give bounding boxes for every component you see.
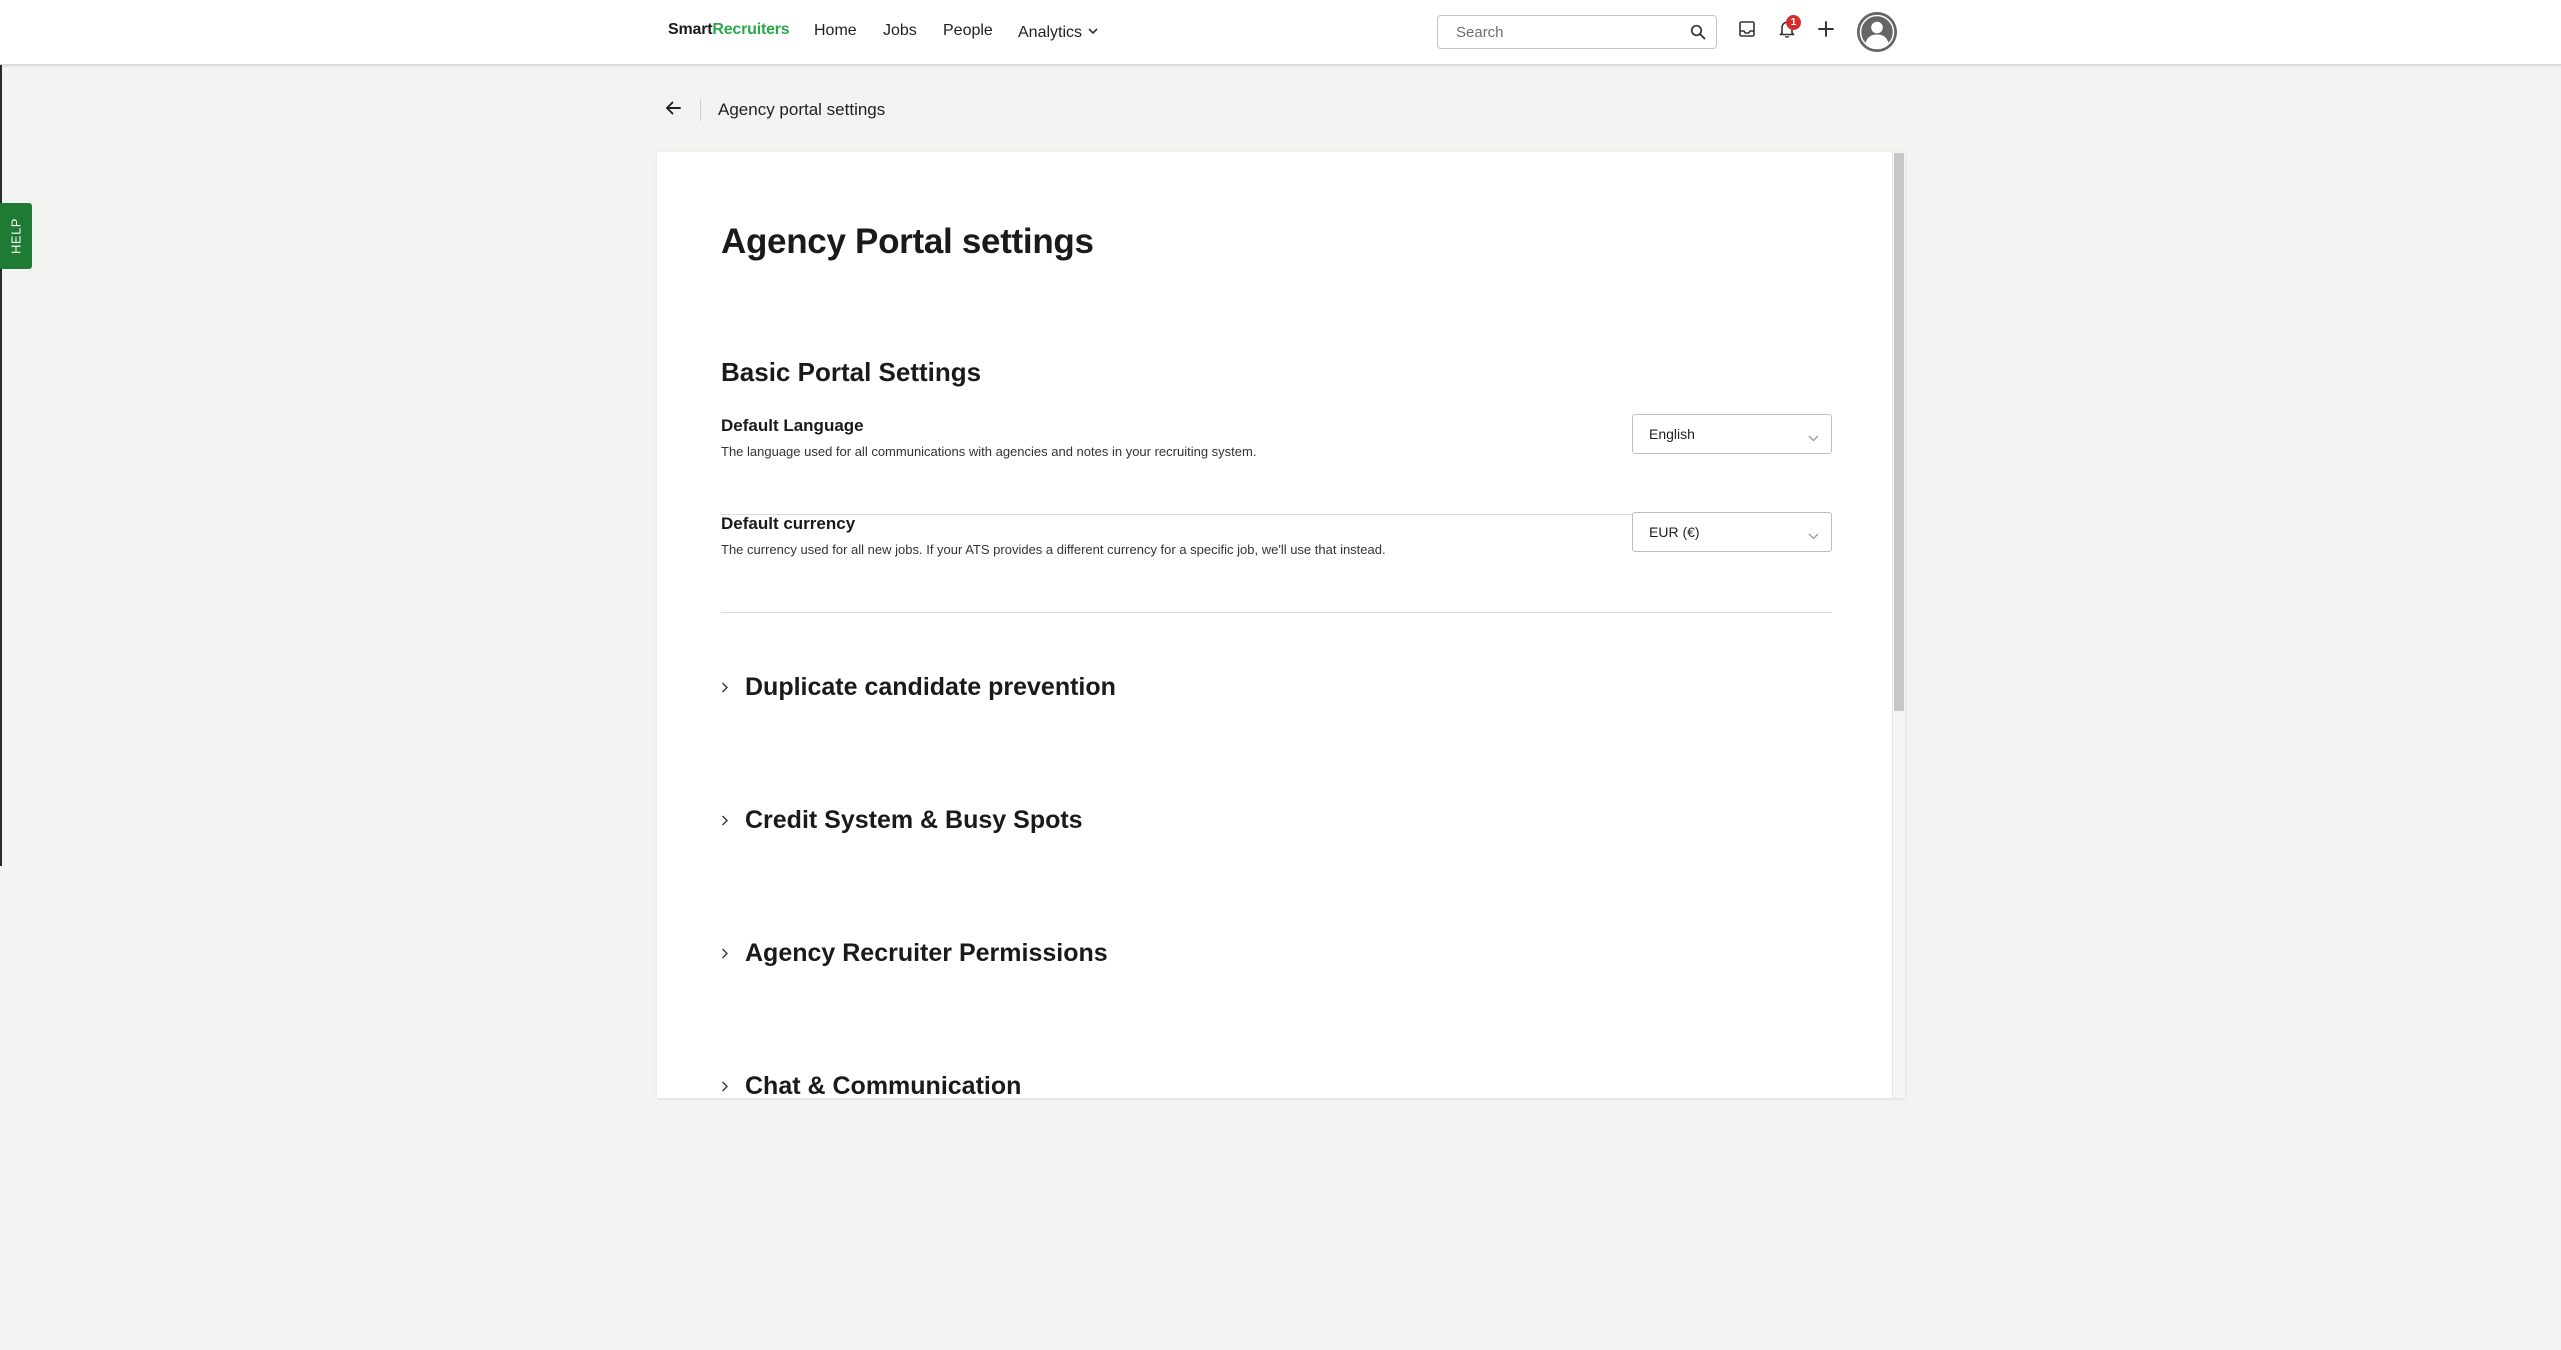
user-avatar[interactable] — [1857, 12, 1897, 52]
page-header-title: Agency portal settings — [718, 100, 886, 119]
smartrecruiters-logo[interactable] — [668, 21, 790, 39]
card-scrollbar[interactable] — [1892, 152, 1905, 1098]
search-input[interactable] — [1454, 23, 1678, 42]
nav-people[interactable]: People — [943, 22, 993, 39]
help-tab[interactable] — [0, 203, 32, 269]
section-chat-communication[interactable] — [721, 1072, 1021, 1098]
chevron-down-icon — [1808, 429, 1819, 447]
chevron-right-icon — [721, 680, 745, 698]
chevron-right-icon — [721, 1079, 745, 1097]
chevron-right-icon — [721, 813, 745, 831]
section-label: Chat & Communication — [745, 1072, 1022, 1098]
section-label: Agency Recruiter Permissions — [745, 939, 1108, 967]
default-currency-label: Default currency — [721, 514, 856, 533]
top-navigation-bar — [0, 0, 2561, 65]
default-currency-row — [721, 514, 1832, 613]
basic-portal-settings-title: Basic Portal Settings — [721, 357, 982, 387]
back-arrow-icon[interactable] — [663, 98, 683, 123]
default-language-row — [721, 416, 1832, 515]
plus-icon[interactable] — [1817, 20, 1835, 43]
default-language-value: English — [1649, 426, 1695, 442]
default-language-description: The language used for all communications with agencies and notes in your recruiting system. — [721, 444, 1257, 459]
page-title: Agency Portal settings — [721, 222, 1094, 261]
settings-card — [657, 152, 1905, 1098]
logo-recruiters-text: Recruiters — [712, 21, 790, 38]
card-scrollbar-thumb[interactable] — [1894, 153, 1904, 711]
window-edge — [0, 64, 2, 866]
nav-jobs[interactable]: Jobs — [883, 22, 917, 39]
inbox-icon[interactable] — [1738, 20, 1756, 43]
user-avatar-icon — [1857, 12, 1897, 52]
section-duplicate-candidate-prevention[interactable] — [721, 673, 1116, 702]
default-currency-description: The currency used for all new jobs. If your ATS provides a different currency for a specific job, we'll use that instead. — [721, 542, 1386, 557]
nav-analytics-label: Analytics — [1018, 24, 1083, 41]
default-language-label: Default Language — [721, 416, 864, 435]
header-divider — [700, 99, 701, 121]
search-icon[interactable] — [1690, 24, 1706, 45]
chevron-down-icon — [1808, 527, 1819, 545]
default-currency-value: EUR (€) — [1649, 524, 1700, 540]
nav-home[interactable]: Home — [814, 22, 857, 39]
nav-analytics-dropdown[interactable] — [1018, 22, 1098, 42]
default-language-select[interactable] — [1632, 414, 1832, 454]
chevron-down-icon — [1088, 22, 1098, 40]
search-box — [1437, 15, 1717, 49]
section-agency-recruiter-permissions[interactable] — [721, 939, 1108, 968]
default-currency-select[interactable] — [1632, 512, 1832, 552]
notification-count-badge: 1 — [1786, 15, 1801, 30]
section-credit-system-busy-spots[interactable] — [721, 806, 1083, 835]
section-label: Duplicate candidate prevention — [745, 673, 1116, 701]
logo-smart-text: Smart — [668, 21, 713, 38]
chevron-right-icon — [721, 946, 745, 964]
help-tab-label: HELP — [8, 218, 24, 254]
section-label: Credit System & Busy Spots — [745, 806, 1083, 834]
